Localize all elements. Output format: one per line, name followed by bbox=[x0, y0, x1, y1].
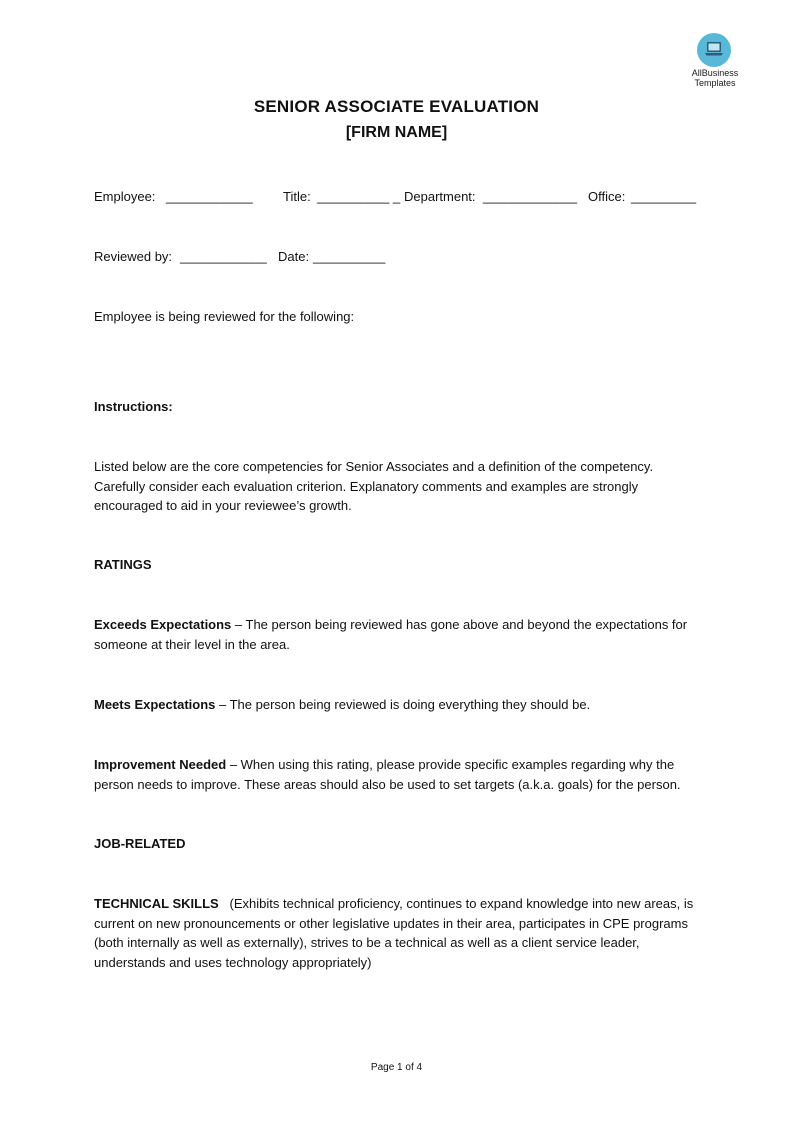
firm-name: [FIRM NAME] bbox=[345, 124, 448, 141]
meets-text: – The person being reviewed is doing everything they should be. bbox=[215, 697, 591, 712]
document-title: SENIOR ASSOCIATE EVALUATION bbox=[253, 97, 540, 116]
reviewed-by-blank: ____________ bbox=[180, 249, 267, 264]
meets-label: Meets Expectations bbox=[94, 697, 216, 712]
department-label: Department: bbox=[404, 189, 476, 204]
technical-skills bbox=[94, 894, 704, 972]
logo-badge bbox=[697, 33, 731, 67]
department-blank: _____________ bbox=[483, 189, 577, 204]
reviewed-by-label: Reviewed by: bbox=[94, 249, 173, 264]
job-related-heading: JOB-RELATED bbox=[94, 836, 186, 851]
date-label: Date: bbox=[278, 249, 310, 264]
logo-line-1: AllBusiness bbox=[691, 68, 739, 78]
employee-label: Employee: bbox=[94, 189, 156, 204]
exceeds-label: Exceeds Expectations bbox=[94, 617, 232, 632]
title-blank: __________ _ bbox=[317, 189, 401, 204]
date-blank: __________ bbox=[313, 249, 386, 264]
technical-label: TECHNICAL SKILLS bbox=[94, 896, 219, 911]
ratings-heading: RATINGS bbox=[94, 557, 152, 572]
laptop-icon bbox=[704, 41, 724, 57]
improvement-text: – When using this rating, please provide specific examples regarding why the person needs to improve. These areas should also be used to set targets (a.k.a. goals) for the person. bbox=[94, 757, 681, 792]
rating-improvement bbox=[94, 755, 704, 794]
office-label: Office: bbox=[588, 189, 626, 204]
logo-text bbox=[676, 68, 754, 88]
exceeds-text: – The person being reviewed has gone above and beyond the expectations for someone at their level in the area. bbox=[94, 617, 688, 652]
employee-blank: ____________ bbox=[166, 189, 253, 204]
rating-meets bbox=[94, 695, 704, 715]
rating-exceeds bbox=[94, 615, 704, 654]
office-blank: _________ bbox=[631, 189, 697, 204]
reviewed-for-text: Employee is being reviewed for the following: bbox=[94, 309, 355, 324]
title-label: Title: bbox=[283, 189, 311, 204]
improvement-label: Improvement Needed bbox=[94, 757, 227, 772]
instructions-text: Listed below are the core competencies for Senior Associates and a definition of the competency. Carefully consider each evaluation criterion. Explanatory comments and examples are strongly encouraged to aid in your reviewee’s growth. bbox=[94, 459, 654, 513]
page-number: Page 1 of 4 bbox=[370, 1062, 423, 1073]
technical-text: (Exhibits technical proficiency, continues to expand knowledge into new areas, is current on new pronouncements or other legislative updates in their area, participates in CPE programs (both internally as well as externally), strives to be a technical as well as a client service leader, understands and uses technology appropriately) bbox=[94, 896, 697, 970]
instructions-heading: Instructions: bbox=[94, 399, 173, 414]
logo-line-2: Templates bbox=[694, 78, 736, 88]
